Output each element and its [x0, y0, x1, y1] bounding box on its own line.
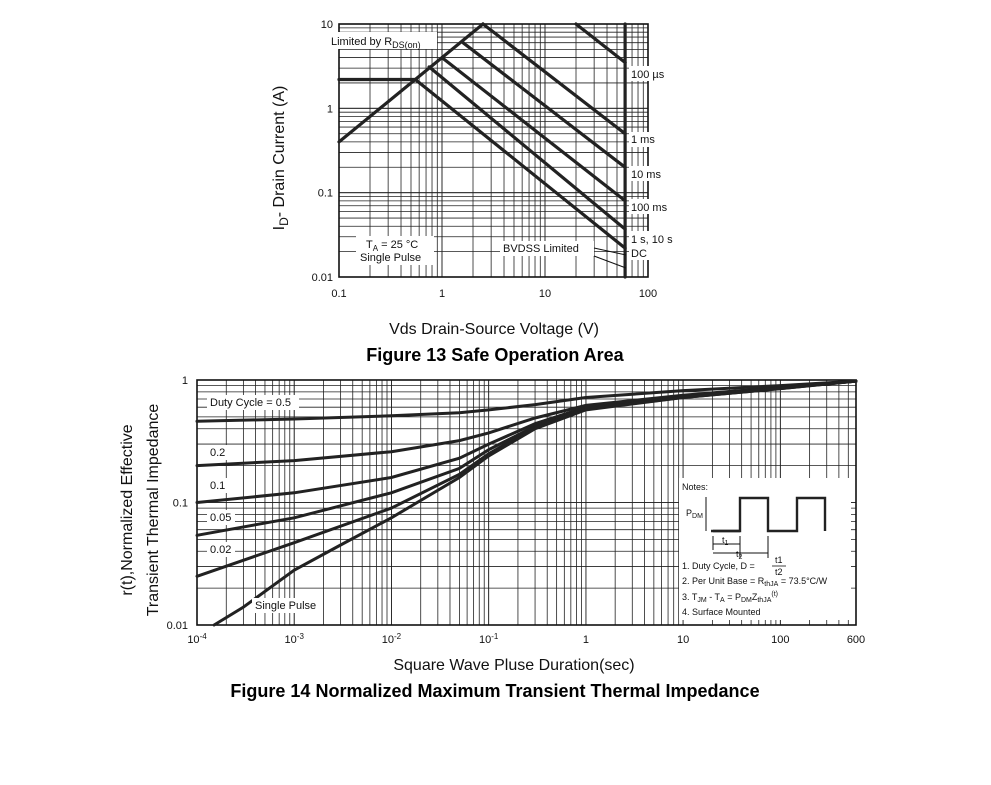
- soa-y-tick: 0.1: [317, 187, 333, 200]
- curve-label-d01: 0.1: [210, 480, 226, 492]
- soa-y-tick: 1: [326, 103, 333, 116]
- label-dc: DC: [631, 248, 647, 260]
- soa-x-tick: 1: [438, 288, 446, 300]
- label-1s10s: 1 s, 10 s: [631, 234, 673, 246]
- notes-title: Notes:: [682, 482, 709, 492]
- curve-label-d02: 0.2: [210, 447, 226, 459]
- soa-series-line: [442, 58, 625, 201]
- soa-x-tick: 0.1: [331, 288, 347, 300]
- thermal-x-tick: 10: [676, 634, 690, 646]
- note-1-frac-bot: t2: [775, 567, 783, 577]
- curve-label-d05: Duty Cycle = 0.5: [210, 397, 292, 409]
- pdm-label: $P_{DM}$: [686, 508, 703, 520]
- thermal-x-tick: $10^{-2}$: [381, 632, 402, 646]
- soa-series-line: [463, 43, 625, 168]
- thermal-y-tick: 0.1: [172, 497, 188, 510]
- curve-label-d005: 0.05: [210, 512, 232, 524]
- soa-series-line: [576, 24, 625, 63]
- soa-x-axis-label: Vds Drain-Source Voltage (V): [389, 321, 599, 338]
- label-10ms: 10 ms: [631, 169, 661, 181]
- soa-x-tick: 100: [638, 288, 658, 300]
- t1-label: $t_1$: [722, 535, 729, 547]
- thermal-y-axis-label-line2: Transient Thermal Impedance: [145, 403, 162, 617]
- note-3: 3. $T_{JM} - T_A = P_{DM}Z_{thJA}^{(t)}$: [682, 591, 778, 604]
- note-2: 2. Per Unit Base = $R_{thJA} = 73.5^\circ C/W$: [682, 576, 828, 588]
- curve-label-d002: 0.02: [210, 544, 232, 556]
- label-1ms: 1 ms: [631, 134, 655, 146]
- curve-label-single-pulse: Single Pulse: [255, 600, 317, 612]
- thermal-x-tick: $10^{-4}$: [187, 632, 207, 646]
- note-1: 1. Duty Cycle, D =: [682, 561, 755, 571]
- soa-y-tick: 10: [320, 19, 333, 31]
- thermal-x-tick: 1: [582, 634, 589, 646]
- thermal-x-axis-label: Square Wave Pluse Duration(sec): [393, 657, 635, 674]
- note-1-frac-top: t1: [775, 555, 783, 565]
- thermal-y-tick: 0.01: [166, 620, 188, 632]
- thermal-x-tick: 100: [771, 634, 790, 646]
- soa-figure-title: Figure 13 Safe Operation Area: [366, 345, 624, 365]
- thermal-x-tick: $10^{-3}$: [284, 632, 304, 646]
- thermal-series-line: [197, 381, 856, 466]
- thermal-x-tick: 600: [846, 634, 866, 646]
- soa-y-axis-label: $I_D-$ Drain Current (A): [271, 85, 291, 231]
- note-4: 4. Surface Mounted: [682, 607, 761, 617]
- label-100us: 100 µs: [631, 69, 665, 81]
- thermal-y-tick: 1: [181, 375, 188, 387]
- rds-limit-label: Limited by $R_{DS(on)}$: [331, 36, 421, 50]
- single-pulse-label-soa: Single Pulse: [360, 252, 422, 264]
- thermal-y-axis-label-line1: r(t),Normalized Effective: [119, 424, 136, 596]
- soa-x-tick: 10: [538, 288, 552, 300]
- soa-y-tick: 0.01: [311, 272, 333, 284]
- thermal-x-tick: $10^{-1}$: [478, 632, 499, 646]
- ta-label: $T_A = 25$ °C: [366, 239, 419, 253]
- label-100ms: 100 ms: [631, 202, 668, 214]
- bvdss-label: BVDSS Limited: [503, 243, 579, 255]
- notes-panel: [679, 478, 851, 620]
- t2-label: $t_2$: [736, 549, 743, 561]
- thermal-figure-title: Figure 14 Normalized Maximum Transient Thermal Impedance: [230, 681, 760, 701]
